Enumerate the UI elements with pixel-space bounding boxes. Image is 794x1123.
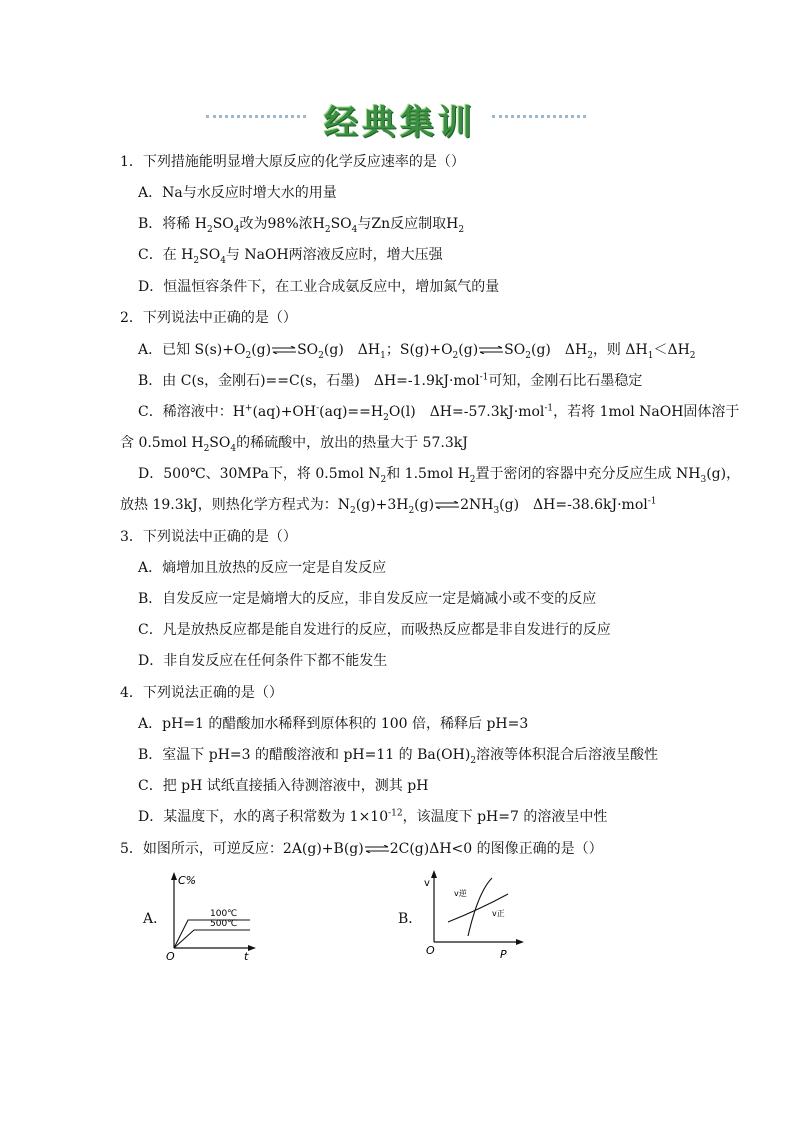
question-2-option-b: B．由 C(s，金刚石)==C(s，石墨) ΔH=-1.9kJ·mol$^{-1}$可知，金刚石比石墨稳定 <box>138 372 643 389</box>
question-4-stem: 4．下列说法正确的是（） <box>120 685 283 701</box>
figure-a-x-arrow-icon <box>248 945 256 951</box>
section-title: 经典集训 <box>324 103 476 143</box>
figure-a-curve-label-500: 500℃ <box>210 919 238 929</box>
question-4-option-d: D．某温度下，水的离子积常数为 $1\times 10^{-12}$，该温度下 pH=7 的溶液呈中性 <box>138 808 608 825</box>
figure-b-curve-label-reverse: v逆 <box>454 889 467 898</box>
figure-b-y-arrow-icon <box>431 870 437 878</box>
question-2-option-a: A．已知 $S(s)+O_2(g)$ $SO_2(g)$ $\Delta H_1$；$S(g)+O_2(g)$ $SO_2(g)$ $\Delta H_2$，则 $\Delta H_1<\Delta H_2$ <box>138 342 696 361</box>
question-1-option-c: C．在 $H_2SO_4$与 NaOH两溶液反应时，增大压强 <box>138 247 443 266</box>
figure-a-curve-label-100: 100℃ <box>210 909 238 919</box>
question-4-option-b: B．室温下 pH=3 的醋酸溶液和 pH=11 的 $Ba(OH)_2$溶液等体积混合后溶液呈酸性 <box>138 747 659 766</box>
equilibrium-arrow-icon <box>364 845 390 853</box>
equilibrium-arrow-icon <box>271 346 297 354</box>
header-dots-right <box>492 115 586 118</box>
figure-b-curve-reverse <box>468 878 492 936</box>
figure-b-graph <box>420 866 528 960</box>
question-3-option-a: A．熵增加且放热的反应一定是自发反应 <box>138 560 387 576</box>
section-header <box>206 95 586 143</box>
equilibrium-arrow-icon <box>434 501 460 509</box>
question-1-option-b: B．将稀 $H_2SO_4$改为98%浓$H_2SO_4$与Zn反应制取$H_2$ <box>138 216 465 235</box>
figure-a-graph <box>160 868 260 960</box>
figure-a-x-label: t <box>244 950 249 960</box>
figure-b-origin: O <box>426 944 435 957</box>
question-1-option-a: A．Na与水反应时增大水的用量 <box>138 185 337 201</box>
question-2-option-d-continued: 放热 19.3kJ，则热化学方程式为：$N_2(g)+3H_2(g)$ $2NH_3(g)$ ΔH=-38.6kJ·mol$^{-1}$ <box>120 496 657 516</box>
question-3-stem: 3．下列说法中正确的是（） <box>120 529 297 545</box>
question-2-option-d: D．500℃、30MPa下，将 0.5mol $N_2$和 1.5mol $H_2$置于密闭的容器中充分反应生成 $NH_3(g)$， <box>138 466 741 485</box>
question-2-stem: 2．下列说法中正确的是（） <box>120 310 297 326</box>
equilibrium-arrow-icon <box>478 346 504 354</box>
figure-b-x-arrow-icon <box>516 939 524 945</box>
question-1-stem: 1．下列措施能明显增大原反应的化学反应速率的是（） <box>120 154 465 170</box>
figure-a-curve-500 <box>174 930 250 948</box>
question-2-option-c-continued: 含 0.5mol $H_2SO_4$的稀硫酸中，放出的热量大于 57.3kJ <box>120 435 468 454</box>
figure-b-curve-label-forward: v正 <box>492 909 505 918</box>
question-3-option-c: C．凡是放热反应都是能自发进行的反应，而吸热反应都是非自发进行的反应 <box>138 622 611 638</box>
figure-a-y-label: C% <box>178 874 197 887</box>
question-4-option-c: C．把 pH 试纸直接插入待测溶液中，测其 pH <box>138 778 429 794</box>
figure-b-y-label: v <box>424 878 430 889</box>
question-2-option-c: C．稀溶液中：$H^+(aq)+OH^-(aq)==H_2O(l)$ ΔH=-57.3kJ·mol$^{-1}$，若将 1mol NaOH固体溶于 <box>138 403 740 423</box>
figure-a-origin: O <box>166 950 175 960</box>
header-dots-left <box>206 115 306 118</box>
figure-a-y-arrow-icon <box>171 872 177 880</box>
question-3-option-b: B．自发反应一定是熵增大的反应，非自发反应一定是熵减小或不变的反应 <box>138 591 597 607</box>
figure-a-label: A． <box>143 911 168 927</box>
question-3-option-d: D．非自发反应在任何条件下都不能发生 <box>138 653 388 669</box>
question-1-option-d: D．恒温恒容条件下，在工业合成氨反应中，增加氮气的量 <box>138 279 500 295</box>
figure-b-x-label: P <box>500 948 507 960</box>
figure-b-label: B． <box>398 911 423 927</box>
question-5-stem: 5．如图所示，可逆反应：2A(g)+B(g) 2C(g)ΔH<0 的图像正确的是（） <box>120 841 603 857</box>
question-4-option-a: A．pH=1 的醋酸加水稀释到原体积的 100 倍，稀释后 pH=3 <box>138 716 529 732</box>
